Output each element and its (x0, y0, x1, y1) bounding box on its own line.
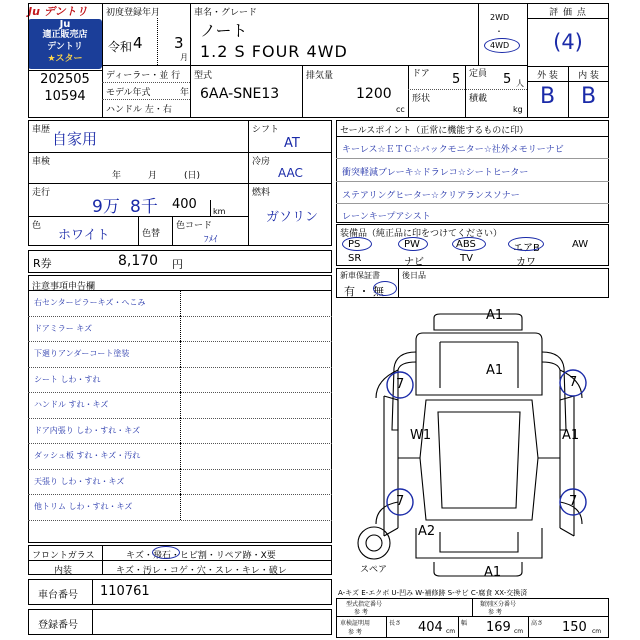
note-line: 下廻りアンダーコート塗装 (34, 349, 130, 358)
sales-point-line-4: レーンキープアシスト (342, 212, 431, 222)
mileage-label: 走行 (32, 188, 51, 198)
mileage-man: 9万 (92, 197, 120, 217)
note-line: 右センターピラーキズ・へこみ (34, 298, 146, 307)
equip-abs-circle (452, 237, 486, 251)
note-line: シート しわ・すれ (34, 374, 101, 384)
equip-airbag-circle (508, 237, 544, 251)
first-reg-label: 初度登録年月 (106, 8, 161, 18)
equip-ps: PS (348, 239, 361, 250)
capacity: 5 (503, 72, 512, 87)
score-label: 評 価 点 (549, 8, 587, 18)
mark-left-door: W1 (410, 428, 432, 443)
type-number-sub: 参 考 (354, 609, 368, 616)
score: (4) (553, 30, 583, 54)
drive-4wd: 4WD (490, 41, 510, 50)
shift-label: シフト (252, 125, 280, 135)
mark-hood: A1 (486, 363, 504, 378)
mark-right-door: A1 (562, 428, 580, 443)
interior-cond-label: 内装 (54, 566, 73, 576)
width-unit: cm (514, 628, 524, 635)
logo-line5: ★スター (47, 54, 83, 64)
capacity-unit: 人 (516, 79, 524, 88)
car-name-label: 車名・グレード (194, 8, 258, 18)
color: ホワイト (58, 228, 110, 243)
load-label: 積載 (469, 94, 488, 104)
later-items-label: 後日品 (402, 271, 426, 280)
equipment-title: 装備品（純正品に印をつけてください） (340, 229, 503, 239)
displacement-unit: cc (396, 105, 405, 114)
equip-pw: PW (404, 239, 420, 250)
capacity-label: 定員 (469, 69, 488, 79)
fuel: ガソリン (266, 210, 319, 225)
recycle-value: 8,170 (118, 253, 159, 269)
reg-cert-sub: 参 考 (348, 629, 362, 636)
registration-label: 登録番号 (38, 620, 78, 631)
logo-ju: Ju (59, 19, 71, 30)
reg-month: 3 (174, 34, 184, 52)
mileage-sen: 8千 (130, 197, 158, 217)
equip-ps-circle (342, 237, 372, 251)
ac: AAC (278, 166, 303, 180)
color-code-label: 色コード (176, 221, 213, 231)
warranty-label: 新車保証書 (340, 271, 380, 280)
note-line: ドア内張り しわ・すれ・キズ (34, 425, 141, 435)
model-label: 型式 (194, 71, 213, 81)
class-number-sub: 参 考 (488, 609, 502, 616)
interior-label: 内 装 (578, 71, 599, 81)
diagram-legend: A-キズ E-エクボ U-凹み W-補修跡 S-サビ C-腐食 XX-交換済 (338, 589, 528, 597)
displacement-label: 排気量 (306, 71, 334, 81)
car-name: ノート (200, 21, 248, 40)
sales-point-line-1: キーレス☆ＥＴＣ☆バックモニター☆社外メモリーナビ (342, 145, 564, 155)
equip-sr: SR (348, 253, 362, 264)
equip-pw-circle (398, 237, 428, 251)
drive-dot: ・ (495, 27, 503, 36)
era: 令和 (108, 40, 133, 54)
exterior-grade: B (539, 84, 556, 109)
logo-line4: デントリ (47, 42, 83, 52)
length-label: 長さ (389, 620, 402, 627)
mark-left-rear-wheel: 7 (396, 494, 405, 509)
spare-label: スペア (360, 565, 388, 575)
mark-rear: A1 (484, 565, 502, 580)
logo-line3: 適正販売店 (42, 30, 88, 40)
width-label: 幅 (461, 620, 468, 627)
height-unit: cm (592, 628, 602, 635)
note-line: 他トリム しわ・すれ・キズ (34, 502, 133, 511)
sales-point-line-3: ステアリングヒーター☆クリアランスソナー (342, 191, 520, 201)
sales-point-line-2: 衝突軽減ブレーキ☆ドラレコ☆シートヒーター (342, 168, 529, 178)
interior-grade: B (580, 84, 597, 109)
month-unit: 月 (180, 53, 188, 62)
load-unit: kg (513, 105, 523, 114)
class-number-label: 類別区分番号 (480, 601, 517, 608)
recycle-label: R券 (33, 257, 52, 270)
warranty-value: 有 ・ 無 (344, 285, 384, 298)
logo-brand-line: Ju デントリ (28, 3, 102, 17)
doors-label: ドア (412, 69, 430, 79)
note-line: 天張り しわ・すれ・キズ (34, 476, 125, 486)
model-year-unit: 年 (180, 88, 190, 98)
drive-4wd-circle (484, 38, 520, 53)
model: 6AA-SNE13 (200, 86, 280, 102)
chassis-value: 110761 (100, 584, 150, 599)
type-number-label: 型式指定番号 (346, 601, 383, 608)
mileage-rest: 400 (172, 197, 197, 212)
note-line: ドアミラー キズ (34, 323, 93, 333)
reg-year: 4 (133, 34, 143, 52)
notes-title: 注意事項申告欄 (32, 282, 96, 292)
interior-cond-value: キズ・汚レ・コゲ・穴・スレ・キレ・破レ (116, 566, 287, 576)
shape-label: 形状 (412, 94, 431, 104)
color-change-label: 色替 (142, 229, 161, 239)
inspection-value: 年 月 (日) (112, 171, 201, 181)
handle-label: ハンドル 左・右 (106, 105, 172, 115)
note-line: ハンドル すれ・キズ (34, 400, 109, 409)
car-type: 自家用 (52, 130, 98, 148)
car-diagram (336, 300, 609, 590)
front-glass-label: フロントガラス (32, 551, 95, 561)
model-year-label: モデル年式 (106, 88, 151, 98)
note-line: ダッシュ板 すれ・キズ・汚れ (34, 451, 141, 460)
equip-airbag: エアB (513, 243, 540, 254)
mark-right-front-wheel: 7 (569, 375, 578, 390)
height-value: 150 (562, 620, 587, 635)
dealer-label: ディーラー・並 行 (106, 71, 181, 81)
chassis-label: 車台番号 (38, 590, 78, 601)
stone-chip-circle (152, 546, 180, 559)
exterior-label: 外 装 (537, 71, 558, 81)
shift: AT (284, 136, 300, 151)
equip-navi: ナビ (404, 257, 424, 268)
color-label: 色 (32, 221, 42, 231)
inspection-label: 車検 (32, 157, 51, 167)
code1: 202505 (40, 72, 90, 87)
recycle-unit: 円 (172, 258, 183, 271)
equip-leather: カワ (516, 257, 536, 268)
color-code: ﾌﾒｲ (204, 235, 218, 245)
code2: 10594 (44, 89, 86, 104)
mark-right-rear-wheel: 7 (569, 494, 578, 509)
length-value: 404 (418, 620, 443, 635)
mileage-unit: km (213, 207, 226, 216)
equip-tv: TV (460, 253, 473, 264)
height-label: 高さ (531, 620, 544, 627)
mark-rear-quarter: A2 (418, 524, 436, 539)
doors: 5 (452, 72, 461, 87)
car-type-label: 車歴 (32, 125, 51, 135)
fuel-label: 燃料 (252, 188, 271, 198)
equip-abs: ABS (456, 239, 476, 250)
warranty-circle (373, 281, 397, 296)
length-unit: cm (446, 628, 456, 635)
sales-points-title: セールスポイント（正常に機能するものに印） (340, 126, 529, 136)
displacement: 1200 (356, 86, 392, 102)
drive-2wd: 2WD (490, 13, 510, 22)
mark-left-front-wheel: 7 (396, 377, 405, 392)
grade: 1.2 S FOUR 4WD (200, 42, 348, 61)
equip-aw: AW (572, 239, 589, 250)
ac-label: 冷房 (252, 157, 271, 167)
reg-cert-label: 車検証明用 (340, 620, 371, 627)
mark-top: A1 (486, 308, 504, 323)
width-value: 169 (486, 620, 511, 635)
front-glass-value: キズ・飛石・ヒビ割・リペア跡・X要 (126, 551, 276, 561)
